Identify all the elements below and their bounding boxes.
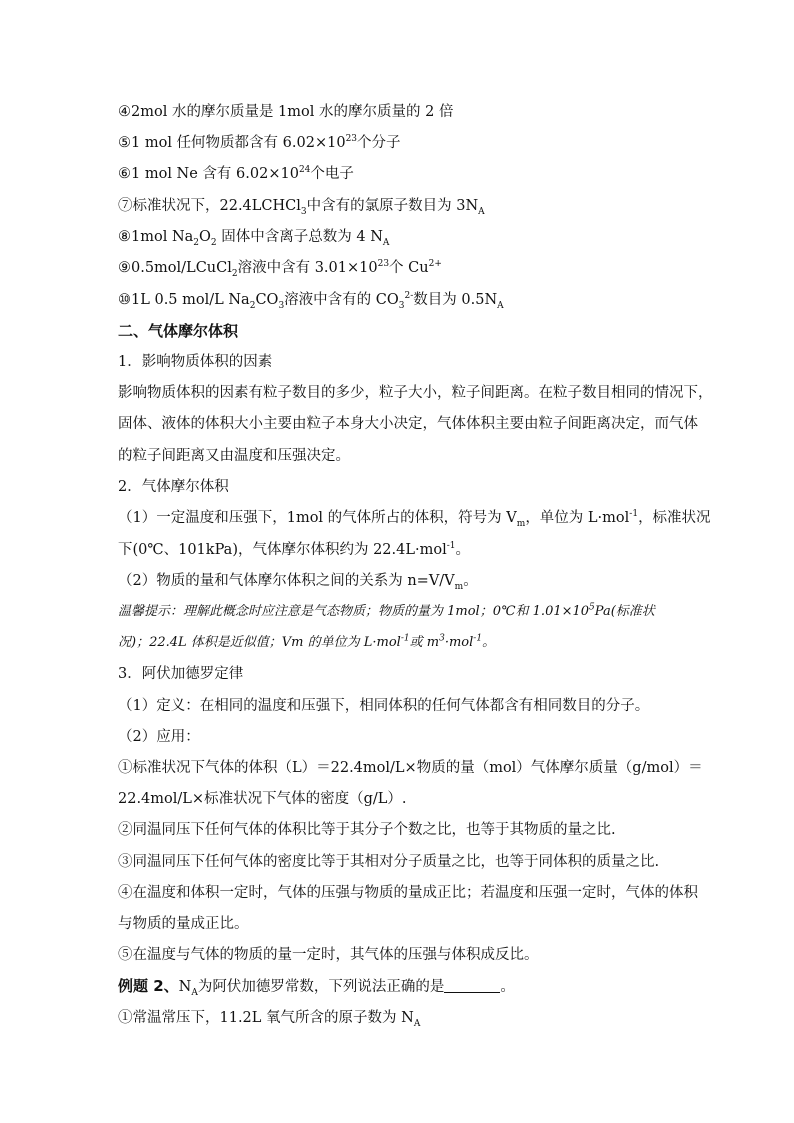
application-2: ②同温同压下任何气体的体积比等于其分子个数之比，也等于其物质的量之比.	[118, 822, 616, 838]
statement-9: ⑨0.5mol/LCuCl$_2$溶液中含有 $3.01\times 10^{23}$个 $Cu^{2+}$	[118, 259, 442, 279]
statement-4: ④2mol 水的摩尔质量是 1mol 水的摩尔质量的 2 倍	[118, 104, 454, 120]
definition-2: （2）物质的量和气体摩尔体积之间的关系为 $n=V/V_m$。	[118, 573, 478, 592]
tip-line-2: 况)；22.4L 体积是近似值；Vm 的单位为 L·mol$^{-1}$或 $m^3\cdot mol^{-1}$。	[118, 633, 496, 650]
statement-8: ⑧1mol $Na_2O_2$ 固体中含离子总数为 4 $N_A$	[118, 229, 390, 248]
application-3: ③同温同压下任何气体的密度比等于其相对分子质量之比，也等于同体积的质量之比.	[118, 854, 660, 870]
example-2-item-1: ①常温常压下，11.2L 氧气所含的原子数为 $N_A$	[118, 1010, 421, 1029]
answer-blank	[444, 978, 500, 993]
subsection-3-title: 3．阿伏加德罗定律	[118, 666, 244, 682]
statement-7: ⑦标准状况下，22.4LCHCl$_3$中含有的氯原子数目为 $3N_A$	[118, 198, 485, 217]
paragraph-1-line-3: 的粒子间距离又由温度和压强决定。	[118, 448, 350, 464]
application-1-line-2: 22.4mol/L×标准状况下气体的密度（g/L）.	[118, 791, 407, 807]
tip-line-1: 温馨提示：理解此概念时应注意是气态物质；物质的量为 1mol；0℃和 $1.01\times 10^5Pa$(标准状	[118, 602, 655, 619]
definition-1-line-2: 下(0℃、101kPa)，气体摩尔体积约为 22.4L·mol$^{-1}$。	[118, 541, 471, 558]
application-4-line-2: 与物质的量成正比。	[118, 916, 249, 932]
statement-5: ⑤1 mol 任何物质都含有 $6.02\times 10^{23}$个分子	[118, 134, 401, 151]
paragraph-1-line-1: 影响物质体积的因素有粒子数目的多少，粒子大小，粒子间距离。在粒子数目相同的情况下，	[118, 385, 713, 401]
subsection-2-title: 2．气体摩尔体积	[118, 479, 229, 495]
law-application-title: （2）应用：	[118, 729, 200, 745]
application-5: ⑤在温度与气体的物质的量一定时，其气体的压强与体积成反比。	[118, 947, 539, 963]
subsection-1-title: 1．影响物质体积的因素	[118, 354, 273, 370]
statement-6: ⑥1 mol Ne 含有 $6.02\times 10^{24}$个电子	[118, 165, 354, 182]
definition-1-line-1: （1）一定温度和压强下，1mol 的气体所占的体积，符号为 $V_m$，单位为 L·mol$^{-1}$，标准状况	[118, 509, 711, 529]
example-2-question: 例题 2、$N_A$为阿伏加德罗常数，下列说法正确的是 。	[118, 977, 515, 998]
law-definition: （1）定义：在相同的温度和压强下，相同体积的任何气体都含有相同数目的分子。	[118, 698, 650, 714]
application-1-line-1: ①标准状况下气体的体积（L）＝22.4mol/L×物质的量（mol）气体摩尔质量（g/mol）＝	[118, 760, 703, 776]
application-4-line-1: ④在温度和体积一定时，气体的压强与物质的量成正比；若温度和压强一定时，气体的体积	[118, 885, 698, 901]
example-label: 例题 2、	[118, 977, 179, 995]
section-heading: 二、气体摩尔体积	[118, 322, 239, 340]
statement-10: ⑩1L 0.5 mol/L $Na_2CO_3$溶液中含有的 $CO_3^{2-}$数目为 $0.5N_A$	[118, 291, 504, 311]
paragraph-1-line-2: 固体、液体的体积大小主要由粒子本身大小决定，气体体积主要由粒子间距离决定，而气体	[118, 416, 698, 432]
